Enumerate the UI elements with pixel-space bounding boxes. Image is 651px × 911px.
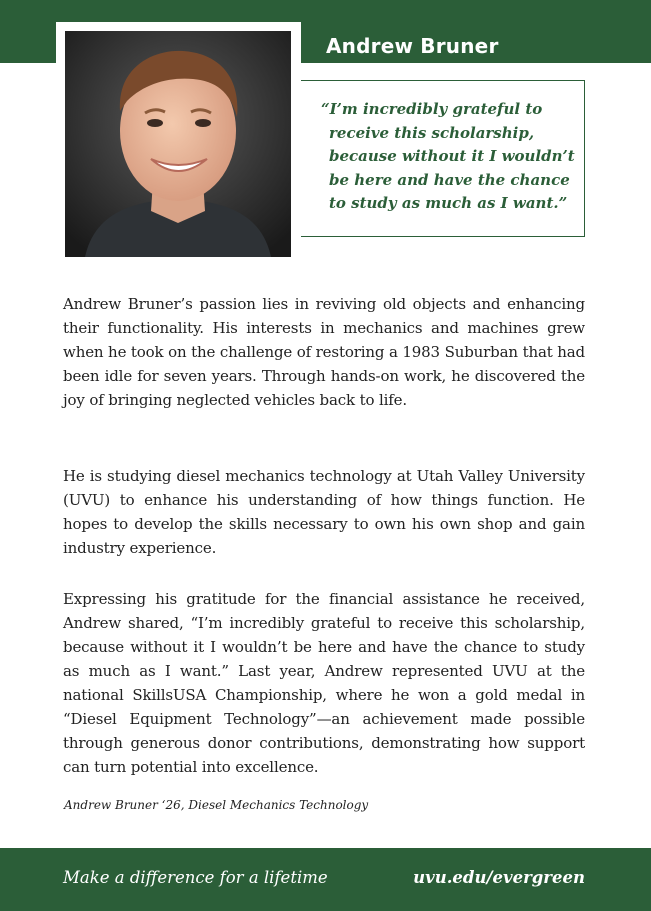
- body-paragraph-3: Expressing his gratitude for the financial assistance he received, Andrew shared, “I’m incredibly grateful to receive this scholarship, because without it I wouldn’t be here and have the chance to study as much as I want.” Last year, Andrew represented UVU at the national SkillsUSA Championship, where he won a gold medal in “Diesel Equipment Technology”—an achievement made possible through generous donor contributions, demonstrating how support can turn potential into excellence.: [63, 590, 585, 776]
- student-name: Andrew Bruner: [326, 34, 499, 58]
- pull-quote-box: [301, 80, 585, 237]
- pull-quote: “I’m incredibly grateful to receive this scholarship, because without it I wouldn’t be here and have the chance to study as much as I want.”: [321, 100, 575, 212]
- footer-band: [0, 848, 651, 911]
- body-paragraph-2: He is studying diesel mechanics technology at Utah Valley University (UVU) to enhance his understanding of how things function. He hopes to develop the skills necessary to own his own shop and gain industry experience.: [63, 467, 585, 557]
- footer-tagline: Make a difference for a lifetime: [63, 868, 328, 887]
- photo-caption: Andrew Bruner ‘26, Diesel Mechanics Technology: [64, 798, 369, 812]
- footer-url-link[interactable]: uvu.edu/evergreen: [413, 868, 585, 887]
- portrait-illustration: [65, 31, 291, 257]
- portrait-photo: [65, 31, 291, 257]
- photo-frame: [56, 22, 301, 266]
- body-paragraph-1: Andrew Bruner’s passion lies in reviving old objects and enhancing their functionality. His interests in mechanics and machines grew when he took on the challenge of restoring a 1983 Suburban that had been idle for seven years. Through hands-on work, he discovered the joy of bringing neglected vehicles back to life.: [63, 295, 585, 409]
